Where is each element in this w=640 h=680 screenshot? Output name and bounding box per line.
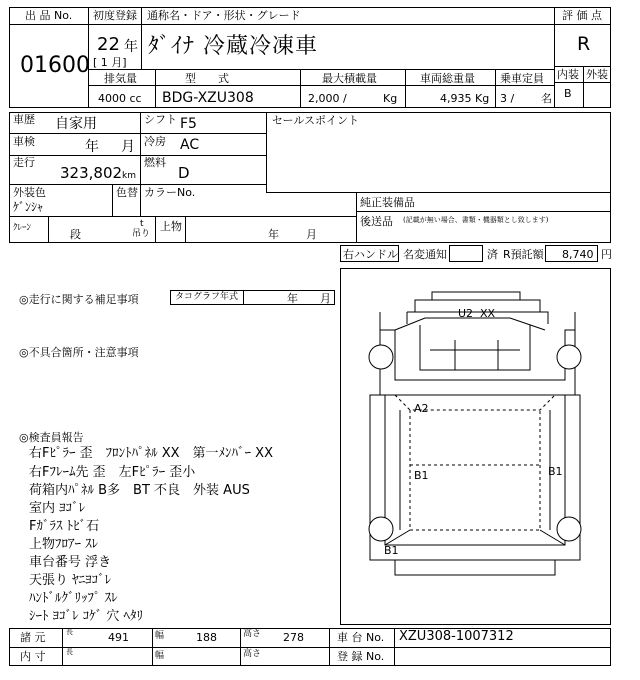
mileage-label: 走行 [13,156,35,169]
crane-hang: 吊り [132,229,151,239]
right-handle: 右ハンドル [343,248,398,261]
report-line: Fｶﾞﾗｽ ﾄﾋﾞ石 [29,519,100,534]
recycle-unit: 円 [601,248,612,261]
chassis-no: XZU308-1007312 [399,629,514,644]
report-line: ｼｰﾄ ﾖｺﾞﾚ ｺｹﾞ 穴 ﾍﾀﾘ [29,609,144,624]
inner-length-sub: 長 [66,648,73,656]
report-line: ﾊﾝﾄﾞﾙｸﾞﾘｯﾌﾟ ｽﾚ [29,591,118,606]
model: BDG-XZU308 [162,90,254,106]
mark-b1-left: B1 [414,469,429,482]
height-label: 高さ [243,629,262,639]
car-name-label: 通称名・ドア・形状・グレード [147,9,301,22]
first-reg-year: 22 [97,34,120,55]
inspection-year: 年 [85,139,99,155]
report-line: 右Fﾋﾟﾗｰ 歪 ﾌﾛﾝﾄﾊﾟﾈﾙ XX 第一ﾒﾝﾊﾞｰ XX [29,446,273,461]
recycle-amount: 8,740 [562,248,594,261]
first-reg-label: 初度登録 [93,9,137,22]
displacement: 4000 cc [98,92,142,105]
defect-label: ◎不具合箇所・注意事項 [19,346,139,359]
history-label: 車歴 [13,113,35,126]
shift: F5 [180,116,197,132]
name-change: 名変通知 [403,248,447,261]
tacho-month: 月 [320,292,331,305]
inspection-month: 月 [121,139,135,155]
report-line: 車台番号 浮き [29,555,112,570]
gross-weight: 4,935 Kg [440,92,490,105]
recycle-label: R預託額 [503,248,544,261]
upper-label: 上物 [160,220,182,233]
color-no-label: 色替 [116,186,138,199]
upper-month: 月 [306,228,317,241]
ac: AC [180,137,200,153]
width: 188 [196,631,217,644]
width-label: 幅 [155,631,165,641]
length-sub: 長 [66,628,73,636]
ac-label: 冷房 [144,135,166,148]
car-name: ﾀﾞｲﾅ 冷蔵冷凍車 [148,34,318,59]
inner-width-label: 幅 [155,651,165,661]
model-label: 型 式 [185,72,229,85]
color-no-label2: カラーNo. [144,186,196,199]
year-unit: 年 [124,39,138,55]
genuine-label: 純正装備品 [360,196,415,209]
capacity: 3 / [500,92,515,105]
report-line: 荷箱内ﾊﾟﾈﾙ B多 BT 不良 外装 AUS [29,483,250,498]
fuel: D [178,164,190,182]
driving-label: ◎走行に関する補足事項 [19,293,139,306]
mark-b1-right: B1 [548,465,563,478]
shift-label: シフト [144,113,177,126]
capacity-label: 乗車定員 [500,72,544,85]
tacho-year: 年 [287,292,298,305]
mileage: 323,802 [60,164,123,182]
grade-label: 評 価 点 [562,9,602,22]
inner-height-label: 高さ [243,649,262,659]
history: 自家用 [55,116,97,132]
height: 278 [283,631,304,644]
aftermarket-note: (記載が無い場合、書類・機器類とし致します) [403,216,549,224]
ext-color-label: 外装色 [13,186,46,199]
fuel-label: 燃料 [144,156,166,169]
report-line: 上物ﾌﾛｱｰ ｽﾚ [29,537,99,552]
interior-grade: B [564,87,572,100]
report-line: 天張り ﾔﾆﾖｺﾞﾚ [29,573,112,588]
upper-year: 年 [268,228,279,241]
max-load: 2,000 / [308,92,347,105]
mark-u2: U2 [458,307,474,320]
gross-weight-label: 車両総重量 [420,72,475,85]
crane-ton: t [140,219,144,229]
lot-no: 01600 [20,53,90,78]
max-load-unit: Kg [383,92,398,105]
mileage-unit: km [122,171,136,181]
first-reg-month: [ 1 月] [93,56,127,69]
recycle-prefix: 済 [487,248,498,261]
sales-point-label: セールスポイント [272,114,360,127]
aftermarket-label: 後送品 [360,215,393,228]
grade: R [577,33,591,55]
capacity-unit: 名 [541,92,552,105]
inspector-label: ◎検査員報告 [19,431,84,444]
inspection-label: 車検 [13,135,35,148]
length-label: 諸 元 [20,631,46,644]
mark-b1-rear: B1 [384,544,399,557]
report-line: 室内 ﾖｺﾞﾚ [29,501,86,516]
report-line: 右Fﾌﾚｰﾑ先 歪 左Fﾋﾟﾗｰ 歪小 [29,465,196,480]
lot-no-label: 出 品 No. [25,9,73,22]
length: 491 [108,631,129,644]
reg-label: 登 録 No. [337,650,385,663]
mark-a2: A2 [414,402,429,415]
chassis-label: 車 台 No. [337,631,385,644]
max-load-label: 最大積載量 [322,72,377,85]
crane-label: ｸﾚｰﾝ [13,223,32,233]
tacho-label: タコグラフ年式 [175,292,239,302]
interior-label: 内装 [557,68,579,81]
crane-stage: 段 [70,228,81,241]
displacement-label: 排気量 [104,72,137,85]
mark-xx: XX [480,307,496,320]
ext-color: ｹﾞﾝｼｬ [13,200,44,214]
exterior-label: 外装 [586,68,608,81]
inner-label: 内 寸 [20,650,46,663]
